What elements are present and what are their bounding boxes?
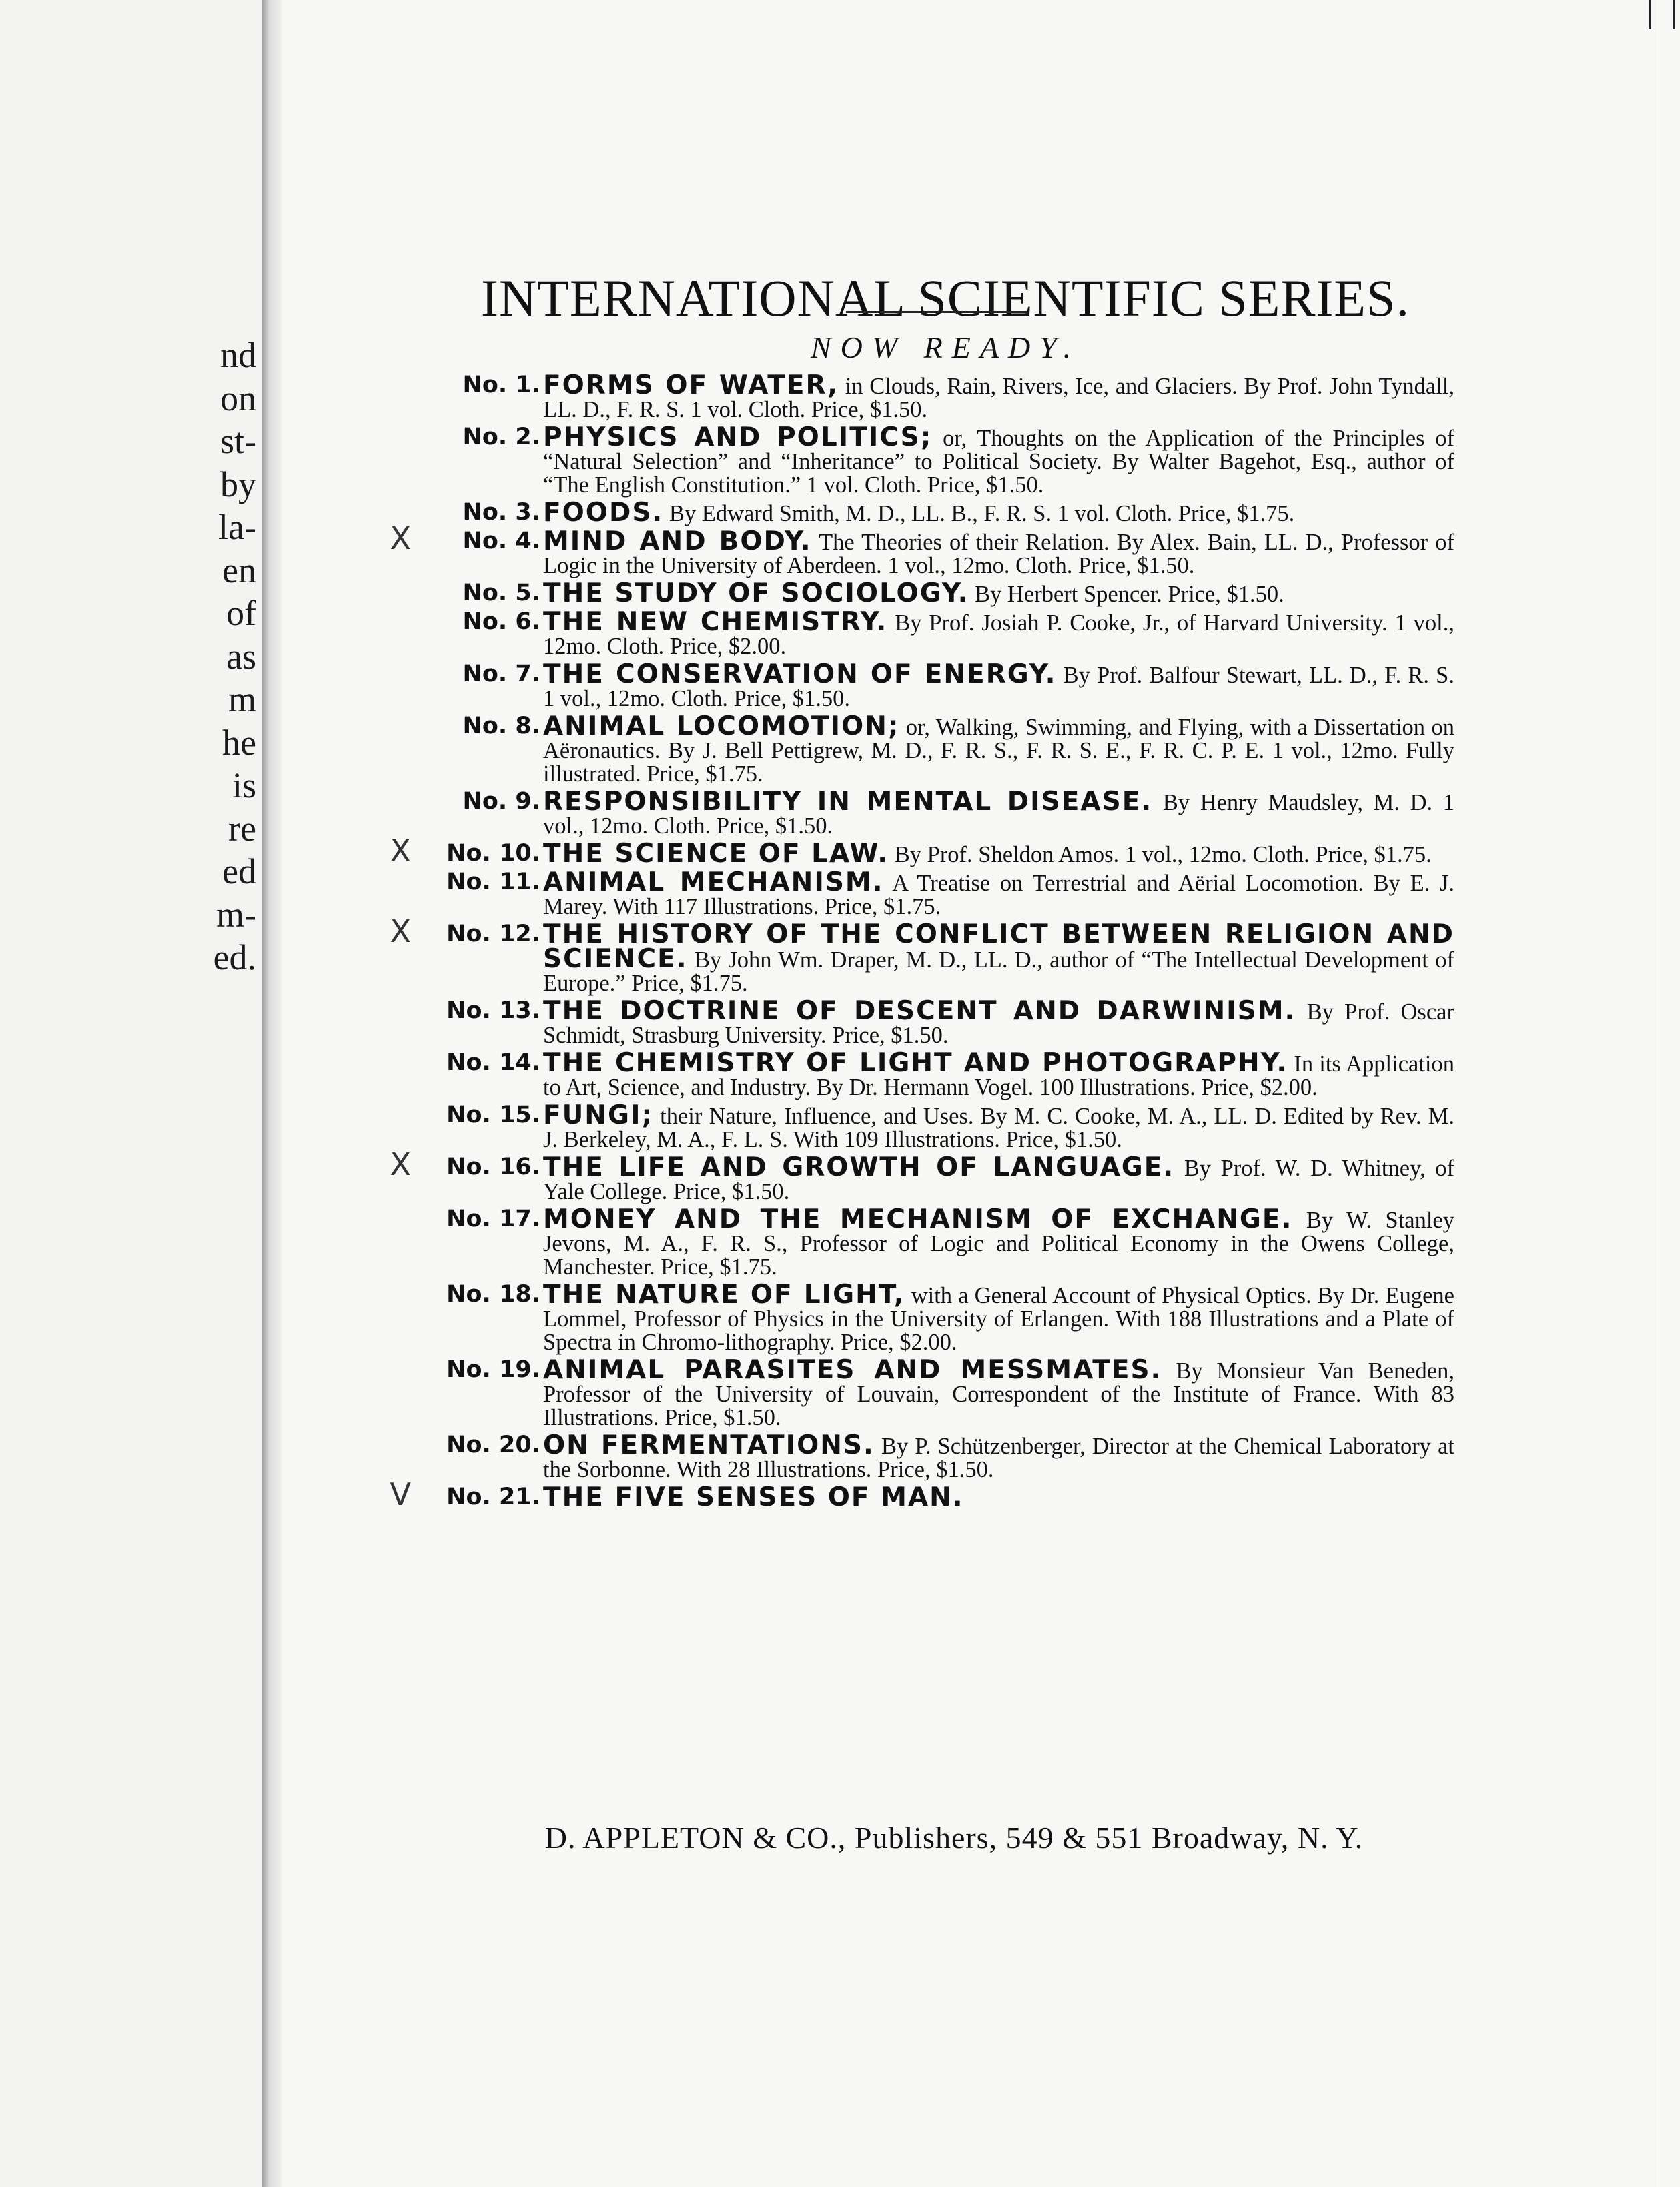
series-entry xyxy=(414,996,1454,1048)
entry-number: No. 15. xyxy=(446,1102,540,1128)
entry-description: By Prof. Oscar Schmidt, Strasburg University. Price, $1.50. xyxy=(543,999,1454,1048)
series-entry xyxy=(390,520,1454,578)
left-page-fragment: ed xyxy=(222,851,256,891)
series-entry xyxy=(414,422,1454,498)
entry-number: No. 7. xyxy=(462,661,540,687)
entry-number: No. 5. xyxy=(462,580,540,606)
entry-description: By Monsieur Van Beneden, Professor of the University of Louvain, Correspondent of the Institute of France. With 83 Illustrations. Price, $1.50. xyxy=(543,1358,1454,1430)
left-page-fragment: m xyxy=(228,679,256,719)
entry-number: No. 13. xyxy=(446,997,540,1024)
series-entry xyxy=(414,1280,1454,1355)
book-gutter xyxy=(262,0,282,2187)
entry-title: THE LIFE AND GROWTH OF LANGUAGE. xyxy=(543,1152,1175,1182)
left-page-fragment: by xyxy=(220,464,256,504)
left-page-fragment: of xyxy=(226,593,256,633)
entry-description: with a General Account of Physical Optics. By Dr. Eugene Lommel, Professor of Physics in the University of Erlangen. With 188 Illustrations and a Plate of Spectra in Chromo-lithography. Price, $2.00. xyxy=(543,1283,1454,1355)
entry-description: The Theories of their Relation. By Alex. Bain, LL. D., Professor of Logic in the University of Aberdeen. 1 vol., 12mo. Cloth. Price, $1.50. xyxy=(543,530,1454,578)
left-page-fragment: en xyxy=(222,550,256,590)
left-page-fragment: st- xyxy=(220,421,256,461)
entry-number: No. 10. xyxy=(446,840,540,867)
series-entry xyxy=(390,913,1454,996)
series-entry xyxy=(414,787,1455,839)
handwritten-check-mark: X xyxy=(390,833,411,869)
handwritten-check-mark: V xyxy=(390,1476,411,1512)
entry-description: their Nature, Influence, and Uses. By M. C. Cooke, M. A., LL. D. Edited by Rev. M. J. Berkeley, M. A., F. L. S. With 109 Illustrations. Price, $1.50. xyxy=(543,1104,1454,1152)
entry-number: No. 6. xyxy=(462,608,540,635)
entry-title: ON FERMENTATIONS. xyxy=(543,1430,875,1460)
series-entry xyxy=(414,1355,1454,1430)
entry-title: FORMS OF WATER, xyxy=(543,370,839,400)
entry-description: By W. Stanley Jevons, M. A., F. R. S., Professor of Logic and Political Economy in the Owens College, Manchester. Price, $1.75. xyxy=(543,1208,1454,1280)
entry-title: MONEY AND THE MECHANISM OF EXCHANGE. xyxy=(543,1204,1293,1234)
left-page xyxy=(0,0,262,2187)
entry-description: By Prof. W. D. Whitney, of Yale College. Price, $1.50. xyxy=(543,1156,1454,1204)
left-page-fragment: is xyxy=(232,765,256,805)
series-entry xyxy=(414,659,1454,711)
entry-number: No. 16. xyxy=(446,1154,540,1180)
entry-description: By John Wm. Draper, M. D., LL. D., author of “The Intellectual Development of Europe.” Price, $1.75. xyxy=(543,947,1454,996)
entry-description: By Prof. Sheldon Amos. 1 vol., 12mo. Cloth. Price, $1.75. xyxy=(889,842,1432,867)
left-page-fragment: ed. xyxy=(213,937,256,977)
left-page-fragment: m- xyxy=(216,894,256,935)
series-entry xyxy=(414,498,1454,528)
entry-number: No. 4. xyxy=(462,528,540,554)
entry-title: RESPONSIBILITY IN MENTAL DISEASE. xyxy=(543,787,1153,817)
series-entry xyxy=(414,867,1454,919)
series-entry xyxy=(414,1100,1454,1152)
entry-title: THE SCIENCE OF LAW. xyxy=(543,839,889,869)
series-entry xyxy=(414,578,1454,608)
series-entry xyxy=(390,833,1454,869)
left-page-fragment: la- xyxy=(218,507,256,547)
left-page-text-fragments xyxy=(214,334,256,979)
series-entry xyxy=(414,370,1454,422)
entry-title: THE HISTORY OF THE CONFLICT BETWEEN RELIGION AND SCIENCE. xyxy=(543,919,1454,974)
entry-description: A Treatise on Terrestrial and Aërial Locomotion. By E. J. Marey. With 117 Illustrations. Price, $1.75. xyxy=(543,871,1454,919)
entry-description: By Henry Maudsley, M. D. 1 vol., 12mo. Cloth. Price, $1.50. xyxy=(543,790,1455,839)
entry-description: By Prof. Balfour Stewart, LL. D., F. R. S. 1 vol., 12mo. Cloth. Price, $1.50. xyxy=(543,663,1454,711)
entry-description: By P. Schützenberger, Director at the Chemical Laboratory at the Sorbonne. With 28 Illustrations. Price, $1.50. xyxy=(543,1434,1454,1482)
publisher-line: D. APPLETON & CO., Publishers, 549 & 551 Broadway, N. Y. xyxy=(544,1821,1364,1855)
entry-number: No. 3. xyxy=(462,499,540,526)
handwritten-check-mark: X xyxy=(390,520,411,556)
entry-description: By Edward Smith, M. D., LL. B., F. R. S. 1 vol. Cloth. Price, $1.75. xyxy=(663,501,1295,526)
entry-title: THE NEW CHEMISTRY. xyxy=(543,607,888,637)
left-page-fragment: on xyxy=(220,378,256,418)
entry-number: No. 1. xyxy=(462,372,540,398)
series-entry xyxy=(414,1430,1454,1482)
entry-title: THE CONSERVATION OF ENERGY. xyxy=(543,659,1057,689)
left-page-fragment: he xyxy=(222,722,256,763)
series-entry xyxy=(390,1476,1454,1512)
entry-description: In its Application to Art, Science, and Industry. By Dr. Hermann Vogel. 100 Illustrations. Price, $2.00. xyxy=(543,1051,1454,1100)
entry-title: FOODS. xyxy=(543,498,664,528)
series-list xyxy=(390,370,1455,1514)
entry-number: No. 21. xyxy=(446,1484,540,1510)
handwritten-check-mark: X xyxy=(390,1146,411,1182)
left-page-fragment: nd xyxy=(220,335,256,375)
entry-number: No. 8. xyxy=(462,713,540,739)
series-entry xyxy=(414,1048,1454,1100)
entry-description: in Clouds, Rain, Rivers, Ice, and Glaciers. By Prof. John Tyndall, LL. D., F. R. S. 1 vol. Cloth. Price, $1.50. xyxy=(543,374,1454,422)
entry-description: or, Walking, Swimming, and Flying, with a Dissertation on Aëronautics. By J. Bell Pettigrew, M. D., F. R. S., F. R. S. E., F. R. C. P. E. 1 vol., 12mo. Fully illustrated. Price, $1.75. xyxy=(543,715,1454,787)
entry-number: No. 9. xyxy=(462,788,540,815)
entry-number: No. 20. xyxy=(446,1432,540,1458)
entry-number: No. 2. xyxy=(462,424,540,450)
entry-number: No. 19. xyxy=(446,1356,540,1383)
page-title: INTERNATIONAL SCIENTIFIC SERIES. xyxy=(481,269,1410,328)
entry-title: THE NATURE OF LIGHT, xyxy=(543,1280,905,1310)
entry-number: No. 12. xyxy=(446,921,540,947)
entry-title: THE STUDY OF SOCIOLOGY. xyxy=(543,578,969,608)
entry-number: No. 17. xyxy=(446,1206,540,1232)
entry-title: PHYSICS AND POLITICS; xyxy=(543,422,933,452)
page-edge xyxy=(1655,0,1680,2187)
entry-title: THE CHEMISTRY OF LIGHT AND PHOTOGRAPHY. xyxy=(543,1048,1288,1078)
entry-description: By Herbert Spencer. Price, $1.50. xyxy=(969,582,1284,607)
entry-title: MIND AND BODY. xyxy=(543,526,812,556)
entry-number: No. 18. xyxy=(446,1281,540,1308)
handwritten-check-mark: X xyxy=(390,913,411,949)
entry-title: FUNGI; xyxy=(543,1100,654,1130)
entry-description: By Prof. Josiah P. Cooke, Jr., of Harvard University. 1 vol., 12mo. Cloth. Price, $2.00. xyxy=(543,610,1454,659)
corner-marks xyxy=(1649,0,1675,29)
entry-number: No. 14. xyxy=(446,1049,540,1076)
title-rule xyxy=(846,311,1027,313)
entry-number: No. 11. xyxy=(446,869,540,895)
series-entry xyxy=(390,1146,1454,1204)
subtitle: NOW READY. xyxy=(810,330,1081,364)
entry-title: THE FIVE SENSES OF MAN. xyxy=(543,1482,964,1512)
entry-title: ANIMAL PARASITES AND MESSMATES. xyxy=(543,1355,1162,1385)
series-entry xyxy=(414,607,1454,659)
entry-title: ANIMAL LOCOMOTION; xyxy=(543,711,900,741)
entry-description: or, Thoughts on the Application of the Principles of “Natural Selection” and “Inheritance” to Political Society. By Walter Bagehot, Esq., author of “The English Constitution.” 1 vol. Cloth. Price, $1.50. xyxy=(543,426,1454,498)
left-page-fragment: re xyxy=(228,808,256,849)
entry-title: THE DOCTRINE OF DESCENT AND DARWINISM. xyxy=(543,996,1296,1026)
left-page-fragment: as xyxy=(226,636,256,677)
series-entry xyxy=(414,1204,1454,1280)
series-entry xyxy=(414,711,1454,787)
entry-title: ANIMAL MECHANISM. xyxy=(543,867,884,897)
